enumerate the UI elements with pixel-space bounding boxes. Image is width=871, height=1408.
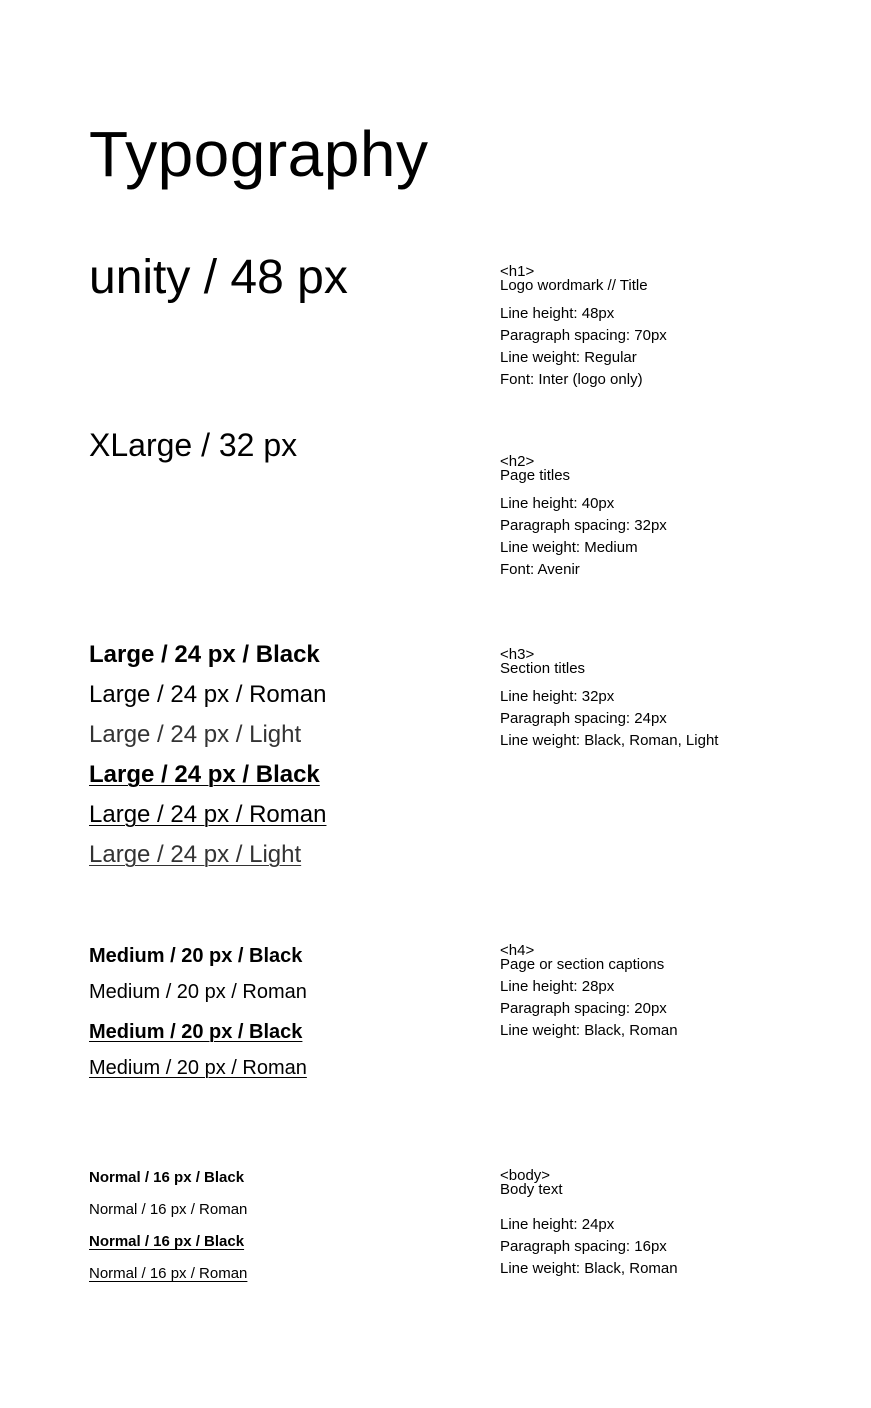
sample-large-light: Large / 24 px / Light bbox=[89, 721, 302, 748]
spec-h1-line-height: Line height: 48px bbox=[500, 305, 615, 322]
sample-large-light-underlined[interactable]: Large / 24 px / Light bbox=[89, 841, 302, 868]
spec-body-props bbox=[500, 1214, 678, 1280]
spec-h3-line-height: Line height: 32px bbox=[500, 688, 615, 705]
spec-h1-tag: <h1> bbox=[500, 263, 535, 280]
sample-large-roman: Large / 24 px / Roman bbox=[89, 681, 327, 708]
spec-h2-purpose: Page titles bbox=[500, 467, 571, 484]
spec-h3-purpose: Section titles bbox=[500, 660, 586, 677]
spec-h4-line-weight: Line weight: Black, Roman bbox=[500, 1022, 678, 1039]
spec-h2-props bbox=[500, 493, 667, 581]
spec-h1-font: Font: Inter (logo only) bbox=[500, 371, 643, 388]
spec-h1-line-weight: Line weight: Regular bbox=[500, 349, 637, 366]
spec-h4-line-height: Line height: 28px bbox=[500, 978, 615, 995]
spec-h4 bbox=[500, 944, 678, 1042]
spec-h2-font: Font: Avenir bbox=[500, 561, 580, 578]
spec-h3-props bbox=[500, 686, 718, 752]
spec-h2-line-height: Line height: 40px bbox=[500, 495, 615, 512]
sample-large-roman-underlined[interactable]: Large / 24 px / Roman bbox=[89, 801, 327, 828]
spec-h2-line-weight: Line weight: Medium bbox=[500, 539, 638, 556]
spec-h2 bbox=[500, 455, 667, 581]
spec-body-paragraph-spacing: Paragraph spacing: 16px bbox=[500, 1238, 667, 1255]
spec-h2-tag: <h2> bbox=[500, 453, 535, 470]
spec-h1 bbox=[500, 265, 667, 391]
spec-h4-purpose: Page or section captions bbox=[500, 956, 665, 973]
sample-medium-black: Medium / 20 px / Black bbox=[89, 945, 303, 967]
sample-h1: unity / 48 px bbox=[89, 251, 348, 304]
sample-normal-black-underlined[interactable]: Normal / 16 px / Black bbox=[89, 1233, 245, 1250]
spec-h1-props bbox=[500, 303, 667, 391]
sample-normal-black: Normal / 16 px / Black bbox=[89, 1169, 245, 1186]
spec-body-tag: <body> bbox=[500, 1167, 551, 1184]
spec-h3-tag: <h3> bbox=[500, 646, 535, 663]
page-title: Typography bbox=[89, 118, 429, 190]
spec-h1-paragraph-spacing: Paragraph spacing: 70px bbox=[500, 327, 667, 344]
spec-h2-paragraph-spacing: Paragraph spacing: 32px bbox=[500, 517, 667, 534]
spec-h4-paragraph-spacing: Paragraph spacing: 20px bbox=[500, 1000, 667, 1017]
sample-normal-roman-underlined[interactable]: Normal / 16 px / Roman bbox=[89, 1265, 248, 1282]
spec-h1-purpose: Logo wordmark // Title bbox=[500, 277, 648, 294]
spec-body bbox=[500, 1169, 678, 1280]
sample-large-black-underlined[interactable]: Large / 24 px / Black bbox=[89, 761, 320, 788]
spec-body-line-weight: Line weight: Black, Roman bbox=[500, 1260, 678, 1277]
sample-normal-roman: Normal / 16 px / Roman bbox=[89, 1201, 248, 1218]
spec-body-purpose: Body text bbox=[500, 1181, 563, 1198]
spec-h3 bbox=[500, 648, 718, 752]
spec-h4-props bbox=[500, 976, 678, 1042]
sample-medium-black-underlined[interactable]: Medium / 20 px / Black bbox=[89, 1021, 303, 1043]
sample-large-black: Large / 24 px / Black bbox=[89, 641, 320, 668]
spec-h4-tag: <h4> bbox=[500, 942, 535, 959]
spec-h3-paragraph-spacing: Paragraph spacing: 24px bbox=[500, 710, 667, 727]
sample-medium-roman: Medium / 20 px / Roman bbox=[89, 981, 307, 1003]
spec-body-line-height: Line height: 24px bbox=[500, 1216, 615, 1233]
sample-medium-roman-underlined[interactable]: Medium / 20 px / Roman bbox=[89, 1057, 307, 1079]
sample-h2: XLarge / 32 px bbox=[89, 427, 298, 463]
spec-h3-line-weight: Line weight: Black, Roman, Light bbox=[500, 732, 719, 749]
